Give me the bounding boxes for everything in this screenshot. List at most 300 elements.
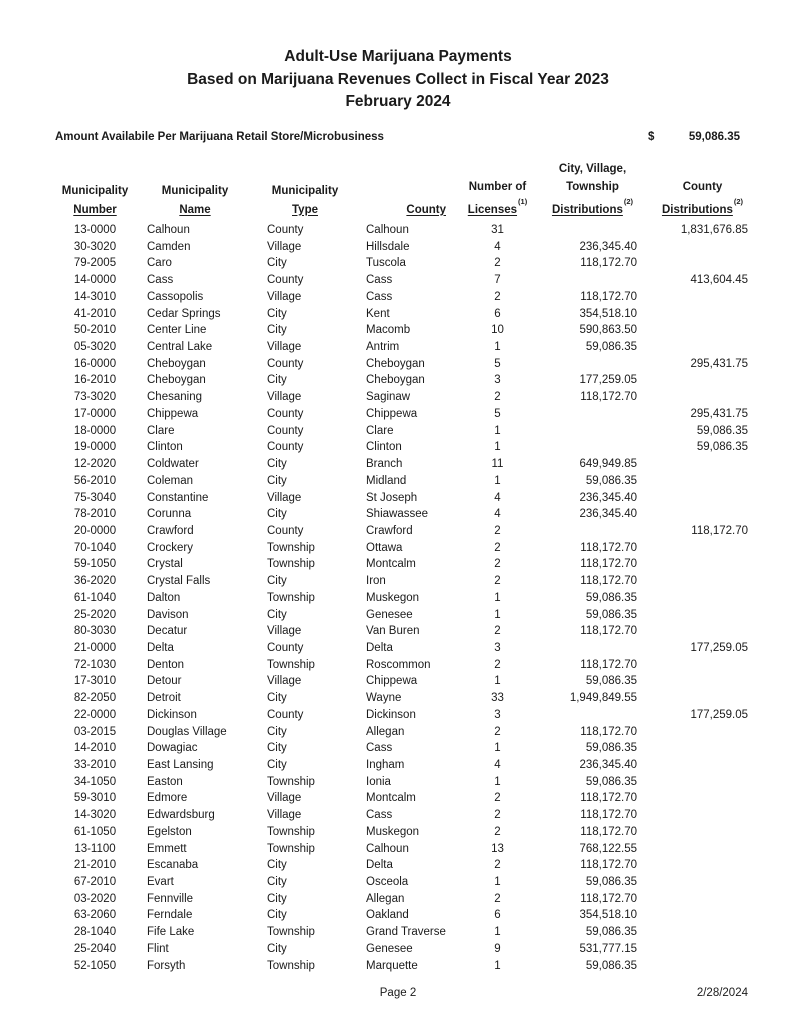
cell-municipality-type: Village (267, 491, 302, 504)
cell-county-distribution (650, 807, 755, 824)
cell-municipality-number: 30-3020 (73, 240, 117, 253)
cell-number-of-licenses: 1 (494, 926, 501, 939)
cell-number-of-licenses: 1 (494, 474, 501, 487)
table-row (55, 857, 755, 874)
table-row (55, 239, 755, 256)
table-row (55, 824, 755, 841)
cell-county: Cass (366, 274, 393, 287)
cell-municipality-name: Egelston (147, 825, 192, 838)
cell-county-distribution (650, 490, 755, 507)
cell-county-distribution (650, 740, 755, 757)
cell-cvt-distribution: 118,172.70 (580, 658, 637, 671)
cell-municipality-name: Calhoun (147, 224, 190, 236)
table-header (55, 156, 755, 222)
cell-county-distribution: 295,431.75 (690, 357, 748, 370)
cell-cvt-distribution: 118,172.70 (580, 290, 637, 303)
cell-number-of-licenses: 1 (494, 341, 501, 354)
title-line-1: Adult-Use Marijuana Payments (284, 48, 512, 65)
cell-county-distribution (650, 690, 755, 707)
cell-municipality-number: 14-3020 (73, 809, 117, 822)
cell-number-of-licenses: 3 (494, 708, 501, 721)
cell-municipality-number: 13-0000 (73, 224, 117, 236)
cell-number-of-licenses: 2 (494, 391, 501, 404)
cell-number-of-licenses: 5 (494, 357, 501, 370)
cell-municipality-number: 78-2010 (73, 508, 117, 521)
cell-number-of-licenses: 2 (494, 290, 501, 303)
cell-municipality-type: City (267, 742, 287, 755)
cell-county-distribution (650, 372, 755, 389)
cell-municipality-name: Ferndale (147, 909, 193, 922)
cell-municipality-type: County (267, 641, 304, 654)
cell-county: Ionia (366, 775, 391, 788)
cell-municipality-number: 59-1050 (73, 558, 117, 571)
cell-municipality-name: Crystal Falls (147, 575, 211, 588)
cell-county-distribution (650, 941, 755, 958)
table-row (55, 322, 755, 339)
cell-county-distribution (650, 389, 755, 406)
cell-municipality-name: East Lansing (147, 759, 214, 771)
cell-county: Genesee (366, 608, 413, 621)
cell-number-of-licenses: 2 (494, 524, 501, 537)
cell-county-distribution (650, 657, 755, 674)
cell-municipality-number: 03-2020 (73, 892, 117, 905)
table-row (55, 640, 755, 657)
cell-number-of-licenses: 5 (494, 407, 501, 420)
cell-municipality-type: County (267, 424, 304, 437)
cell-county: Macomb (366, 324, 411, 337)
cell-county-distribution (650, 322, 755, 339)
cell-municipality-number: 63-2060 (73, 909, 117, 922)
table-row (55, 607, 755, 624)
cell-municipality-name: Easton (147, 775, 183, 788)
cell-municipality-type: County (267, 524, 304, 537)
cell-county: Montcalm (366, 558, 416, 571)
cell-cvt-distribution: 118,172.70 (580, 541, 637, 554)
table-row (55, 690, 755, 707)
cell-number-of-licenses: 2 (494, 658, 501, 671)
cell-municipality-name: Decatur (147, 625, 188, 638)
header-municipality-number: Municipality Number (61, 185, 129, 216)
cell-county-distribution: 118,172.70 (691, 524, 748, 537)
cell-number-of-licenses: 13 (491, 842, 504, 855)
cell-county: Antrim (366, 341, 400, 354)
cell-municipality-number: 56-2010 (73, 474, 117, 487)
cell-municipality-type: City (267, 508, 287, 521)
amount-available-line (0, 131, 796, 147)
cell-municipality-name: Fife Lake (147, 926, 195, 939)
table-row (55, 523, 755, 540)
cell-municipality-name: Cass (147, 274, 174, 287)
cell-cvt-distribution: 118,172.70 (580, 892, 637, 905)
table-row (55, 941, 755, 958)
cell-number-of-licenses: 31 (491, 224, 504, 236)
cell-county-distribution (650, 239, 755, 256)
header-cvt-distributions: City, Village, Township Distributions$^{(2)}$ (551, 162, 634, 216)
cell-county-distribution (650, 506, 755, 523)
cell-cvt-distribution: 118,172.70 (580, 792, 637, 805)
cell-county-distribution (650, 841, 755, 858)
cell-county: Branch (366, 458, 403, 471)
cell-municipality-number: 67-2010 (73, 876, 117, 889)
cell-municipality-name: Dowagiac (147, 742, 198, 755)
cell-cvt-distribution: 354,518.10 (579, 909, 637, 922)
cell-municipality-type: City (267, 374, 287, 387)
cell-number-of-licenses: 1 (494, 876, 501, 889)
cell-municipality-number: 61-1050 (73, 825, 117, 838)
cell-municipality-number: 61-1040 (73, 591, 117, 604)
footnote-marker-1: (1) (518, 196, 528, 206)
cell-municipality-number: 28-1040 (73, 926, 117, 939)
cell-municipality-name: Evart (147, 876, 174, 889)
footer-date: 2/28/2024 (696, 987, 748, 999)
cell-number-of-licenses: 4 (494, 508, 501, 521)
cell-number-of-licenses: 33 (491, 692, 504, 705)
cell-municipality-type: City (267, 575, 287, 588)
cell-county: Cheboygan (366, 357, 425, 370)
cell-municipality-type: Village (267, 625, 302, 638)
cell-municipality-name: Douglas Village (147, 725, 227, 738)
table-row (55, 958, 755, 975)
cell-number-of-licenses: 6 (494, 909, 501, 922)
cell-county-distribution (650, 874, 755, 891)
cell-number-of-licenses: 10 (491, 324, 504, 337)
cell-municipality-name: Coleman (147, 474, 194, 487)
header-county-distributions: County Distributions$^{(2)}$ (661, 181, 744, 216)
cell-cvt-distribution: 236,345.40 (579, 759, 637, 771)
cell-cvt-distribution: 118,172.70 (580, 809, 637, 822)
cell-municipality-name: Delta (147, 641, 174, 654)
cell-municipality-type: Village (267, 792, 302, 805)
cell-county-distribution (650, 306, 755, 323)
cell-number-of-licenses: 2 (494, 859, 501, 872)
cell-municipality-number: 21-2010 (73, 859, 117, 872)
cell-county-distribution (650, 824, 755, 841)
cell-cvt-distribution: 59,086.35 (585, 926, 637, 939)
table-row (55, 573, 755, 590)
cell-municipality-number: 20-0000 (73, 524, 117, 537)
cell-municipality-type: City (267, 474, 287, 487)
cell-municipality-type: County (267, 441, 304, 454)
cell-county-distribution (650, 289, 755, 306)
cell-number-of-licenses: 2 (494, 625, 501, 638)
cell-cvt-distribution: 236,345.40 (579, 240, 637, 253)
cell-county: Hillsdale (366, 240, 410, 253)
cell-municipality-type: City (267, 909, 287, 922)
title-line-2: Based on Marijuana Revenues Collect in Fiscal Year 2023 (187, 70, 609, 88)
cell-municipality-name: Davison (147, 608, 189, 621)
cell-number-of-licenses: 2 (494, 541, 501, 554)
cell-municipality-type: Village (267, 391, 302, 404)
cell-cvt-distribution (535, 523, 650, 540)
table-row (55, 657, 755, 674)
cell-number-of-licenses: 1 (494, 424, 501, 437)
cell-municipality-name: Constantine (147, 491, 209, 504)
cell-county-distribution (650, 456, 755, 473)
cell-county-distribution: 177,259.05 (690, 641, 748, 654)
table-row (55, 556, 755, 573)
cell-county: Muskegon (366, 825, 420, 838)
table-row (55, 473, 755, 490)
cell-county-distribution (650, 757, 755, 774)
table-row (55, 623, 755, 640)
cell-municipality-name: Detour (147, 675, 182, 688)
cell-municipality-name: Caro (147, 257, 172, 270)
cell-county-distribution (650, 673, 755, 690)
cell-municipality-type: Village (267, 341, 302, 354)
cell-municipality-name: Cassopolis (147, 290, 204, 303)
cell-number-of-licenses: 1 (494, 775, 501, 788)
cell-county: Cass (366, 809, 393, 822)
table-row (55, 874, 755, 891)
cell-cvt-distribution: 118,172.70 (580, 859, 637, 872)
cell-municipality-number: 25-2020 (73, 608, 117, 621)
cell-municipality-number: 17-3010 (73, 675, 117, 688)
cell-municipality-name: Forsyth (147, 959, 186, 972)
cell-municipality-number: 50-2010 (73, 324, 117, 337)
currency-symbol: $ (648, 131, 655, 143)
cell-municipality-number: 14-0000 (73, 274, 117, 287)
table-row (55, 356, 755, 373)
cell-number-of-licenses: 4 (494, 240, 501, 253)
cell-cvt-distribution: 59,086.35 (585, 474, 637, 487)
table-row (55, 306, 755, 323)
cell-county-distribution (650, 774, 755, 791)
cell-number-of-licenses: 2 (494, 257, 501, 270)
table-row (55, 891, 755, 908)
cell-county: Genesee (366, 942, 413, 955)
cell-municipality-type: Village (267, 809, 302, 822)
cell-municipality-type: Village (267, 290, 302, 303)
cell-municipality-type: Township (267, 775, 315, 788)
cell-municipality-type: Township (267, 541, 315, 554)
cell-municipality-name: Edmore (147, 792, 188, 805)
cell-number-of-licenses: 1 (494, 959, 501, 972)
cell-county-distribution: 177,259.05 (690, 708, 748, 721)
header-county: County (406, 203, 446, 216)
cell-county-distribution (650, 473, 755, 490)
cell-county: Tuscola (366, 257, 406, 270)
cell-municipality-number: 13-1100 (74, 842, 116, 855)
cell-municipality-type: City (267, 859, 287, 872)
table-row (55, 807, 755, 824)
cell-county: Chippewa (366, 675, 418, 688)
cell-cvt-distribution: 649,949.85 (579, 458, 637, 471)
cell-county-distribution (650, 556, 755, 573)
cell-municipality-name: Dalton (147, 591, 181, 604)
table-row (55, 907, 755, 924)
cell-number-of-licenses: 1 (494, 591, 501, 604)
cell-municipality-number: 52-1050 (73, 959, 117, 972)
table-row (55, 439, 755, 456)
table-row (55, 289, 755, 306)
cell-cvt-distribution (535, 423, 650, 440)
cell-municipality-name: Camden (147, 240, 191, 253)
cell-municipality-type: County (267, 407, 304, 420)
cell-county-distribution: 295,431.75 (690, 407, 748, 420)
cell-county: Dickinson (366, 708, 416, 721)
cell-cvt-distribution: 118,172.70 (580, 558, 637, 571)
cell-municipality-type: Township (267, 591, 315, 604)
title-line-3: February 2024 (345, 93, 451, 110)
table-row (55, 490, 755, 507)
cell-county-distribution: 1,831,676.85 (680, 224, 748, 236)
cell-county: Muskegon (366, 591, 420, 604)
cell-municipality-number: 19-0000 (73, 441, 117, 454)
cell-county: St Joseph (366, 491, 418, 504)
cell-number-of-licenses: 4 (494, 759, 501, 771)
cell-municipality-name: Crawford (147, 524, 194, 537)
cell-municipality-type: City (267, 324, 287, 337)
cell-county: Oakland (366, 909, 409, 922)
cell-county: Calhoun (366, 842, 409, 855)
cell-municipality-number: 16-0000 (73, 357, 117, 370)
cell-municipality-type: City (267, 692, 287, 705)
cell-municipality-number: 33-2010 (73, 759, 117, 771)
cell-municipality-number: 75-3040 (73, 491, 117, 504)
cell-municipality-type: Village (267, 675, 302, 688)
cell-municipality-number: 14-2010 (73, 742, 117, 755)
cell-number-of-licenses: 2 (494, 575, 501, 588)
cell-county: Cass (366, 742, 393, 755)
cell-cvt-distribution (535, 640, 650, 657)
cell-municipality-type: City (267, 725, 287, 738)
cell-municipality-type: County (267, 357, 304, 370)
cell-cvt-distribution: 1,949,849.55 (569, 692, 637, 705)
cell-cvt-distribution: 236,345.40 (579, 508, 637, 521)
cell-cvt-distribution (535, 406, 650, 423)
cell-cvt-distribution: 59,086.35 (585, 775, 637, 788)
cell-municipality-name: Crystal (147, 558, 183, 571)
cell-municipality-name: Clare (147, 424, 175, 437)
table-body (55, 222, 755, 974)
table-row (55, 406, 755, 423)
cell-cvt-distribution (535, 272, 650, 289)
cell-county: Allegan (366, 725, 405, 738)
cell-number-of-licenses: 4 (494, 491, 501, 504)
cell-cvt-distribution: 118,172.70 (580, 825, 637, 838)
table-row (55, 339, 755, 356)
cell-municipality-name: Center Line (147, 324, 207, 337)
cell-county: Chippewa (366, 407, 418, 420)
cell-county-distribution (650, 339, 755, 356)
table-row (55, 841, 755, 858)
cell-county: Allegan (366, 892, 405, 905)
cell-number-of-licenses: 1 (494, 441, 501, 454)
cell-municipality-name: Emmett (147, 842, 187, 855)
cell-municipality-name: Coldwater (147, 458, 199, 471)
cell-number-of-licenses: 7 (494, 274, 501, 287)
cell-cvt-distribution: 59,086.35 (585, 959, 637, 972)
cell-county: Cass (366, 290, 393, 303)
cell-county-distribution (650, 540, 755, 557)
cell-county: Montcalm (366, 792, 416, 805)
cell-county: Shiawassee (366, 508, 429, 521)
cell-municipality-name: Detroit (147, 692, 181, 705)
cell-cvt-distribution: 590,863.50 (579, 324, 637, 337)
cell-county-distribution (650, 607, 755, 624)
cell-cvt-distribution: 236,345.40 (579, 491, 637, 504)
cell-cvt-distribution: 768,122.55 (579, 842, 637, 855)
cell-cvt-distribution: 59,086.35 (585, 591, 637, 604)
cell-county-distribution (650, 724, 755, 741)
cell-municipality-number: 70-1040 (73, 541, 117, 554)
cell-municipality-type: City (267, 942, 287, 955)
table-row (55, 389, 755, 406)
cell-county: Calhoun (366, 224, 409, 236)
cell-cvt-distribution: 354,518.10 (579, 307, 637, 320)
cell-county: Roscommon (366, 658, 431, 671)
cell-municipality-name: Central Lake (147, 341, 213, 354)
cell-municipality-number: 05-3020 (73, 341, 117, 354)
cell-municipality-type: Township (267, 825, 315, 838)
cell-cvt-distribution (535, 707, 650, 724)
cell-municipality-number: 73-3020 (73, 391, 117, 404)
cell-municipality-type: Township (267, 558, 315, 571)
cell-county-distribution (650, 857, 755, 874)
cell-municipality-number: 82-2050 (73, 692, 117, 705)
cell-municipality-type: Village (267, 240, 302, 253)
table-row (55, 590, 755, 607)
cell-municipality-name: Edwardsburg (147, 809, 215, 822)
cell-municipality-name: Dickinson (147, 708, 197, 721)
document-title (0, 46, 796, 114)
cell-cvt-distribution: 118,172.70 (580, 391, 637, 404)
cell-municipality-type: City (267, 307, 287, 320)
cell-cvt-distribution: 118,172.70 (580, 725, 637, 738)
table-row (55, 673, 755, 690)
cell-municipality-number: 80-3030 (73, 625, 117, 638)
cell-number-of-licenses: 2 (494, 892, 501, 905)
cell-county: Crawford (366, 524, 413, 537)
cell-municipality-number: 17-0000 (73, 407, 117, 420)
table-row (55, 740, 755, 757)
cell-number-of-licenses: 1 (494, 742, 501, 755)
cell-municipality-type: City (267, 892, 287, 905)
footnote-marker-2: (2) (733, 196, 744, 206)
table-row (55, 222, 755, 239)
cell-municipality-type: City (267, 257, 287, 270)
table-row (55, 707, 755, 724)
cell-county: Clare (366, 424, 394, 437)
cell-municipality-type: Township (267, 926, 315, 939)
cell-county-distribution (650, 790, 755, 807)
cell-municipality-name: Escanaba (147, 859, 199, 872)
payments-table (55, 156, 755, 974)
cell-municipality-type: County (267, 224, 304, 236)
cell-cvt-distribution: 59,086.35 (585, 675, 637, 688)
cell-municipality-number: 41-2010 (73, 307, 117, 320)
cell-county-distribution (650, 590, 755, 607)
cell-cvt-distribution: 531,777.15 (579, 942, 637, 955)
cell-county: Marquette (366, 959, 418, 972)
table-row (55, 506, 755, 523)
cell-county: Osceola (366, 876, 409, 889)
table-row (55, 540, 755, 557)
header-number-of-licenses: Number of Licenses$^{(1)}$ (467, 181, 528, 216)
table-row (55, 372, 755, 389)
cell-county-distribution (650, 907, 755, 924)
cell-cvt-distribution: 118,172.70 (580, 575, 637, 588)
cell-county: Cheboygan (366, 374, 425, 387)
cell-municipality-type: Township (267, 959, 315, 972)
table-row (55, 255, 755, 272)
cell-county: Midland (366, 474, 407, 487)
cell-municipality-number: 25-2040 (73, 942, 117, 955)
cell-municipality-number: 14-3010 (73, 290, 117, 303)
cell-county-distribution (650, 924, 755, 941)
cell-number-of-licenses: 2 (494, 558, 501, 571)
cell-municipality-name: Cedar Springs (147, 307, 221, 320)
